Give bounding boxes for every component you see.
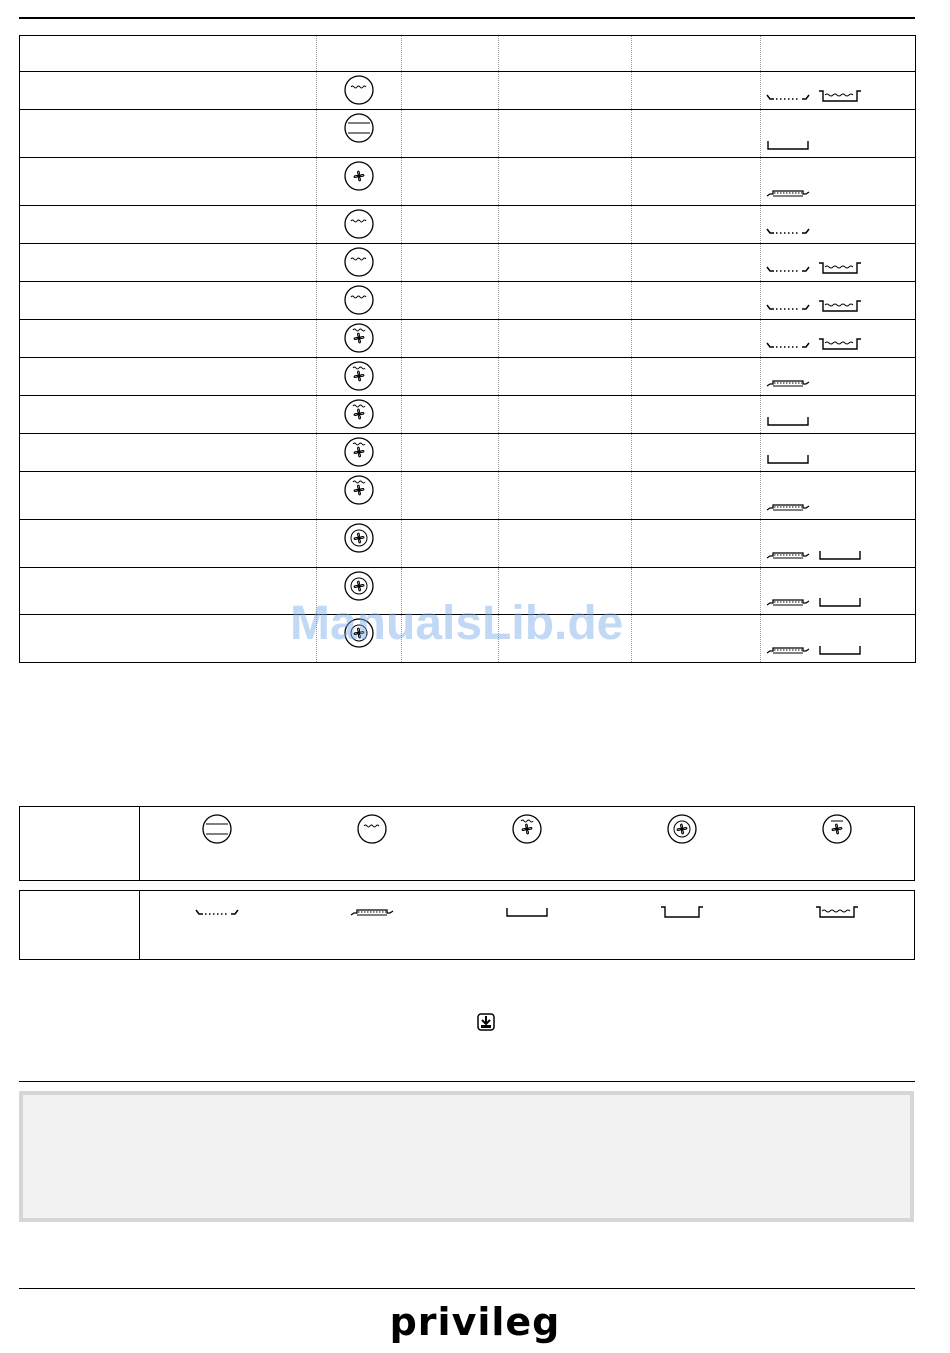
header-cell xyxy=(20,36,317,72)
table-cell xyxy=(632,72,761,110)
legend-item xyxy=(157,807,277,850)
baking-tray-icon xyxy=(504,905,550,922)
table-header-row xyxy=(20,36,916,72)
table-cell xyxy=(20,358,317,396)
grill-tray-icon xyxy=(765,549,811,564)
function-cell xyxy=(317,320,402,358)
footer-rule xyxy=(19,1288,915,1289)
function-cell xyxy=(317,158,402,206)
accessory-cell xyxy=(761,396,916,434)
function-cell xyxy=(317,110,402,158)
table-cell xyxy=(20,434,317,472)
table-cell xyxy=(632,358,761,396)
table-cell xyxy=(20,282,317,320)
table-cell xyxy=(402,396,499,434)
table-cell xyxy=(632,520,761,568)
baking-tray-icon xyxy=(817,596,863,611)
header-cell xyxy=(317,36,402,72)
header-cell xyxy=(402,36,499,72)
table-cell xyxy=(632,158,761,206)
function-legend-label xyxy=(20,807,140,880)
accessory-cell xyxy=(761,320,916,358)
legend-item xyxy=(622,807,742,850)
accessory-cell xyxy=(761,206,916,244)
function-cell xyxy=(317,282,402,320)
function-cell xyxy=(317,472,402,520)
table-cell xyxy=(20,158,317,206)
table-cell xyxy=(632,615,761,663)
grill-tray-icon xyxy=(765,187,811,202)
table-cell xyxy=(499,396,632,434)
wire-shelf-icon xyxy=(765,263,811,278)
table-cell xyxy=(632,110,761,158)
table-cell xyxy=(632,434,761,472)
accessory-cell xyxy=(761,358,916,396)
accessory-cell xyxy=(761,568,916,615)
tips-box xyxy=(19,1091,914,1222)
grill-tray-icon xyxy=(765,596,811,611)
table-cell xyxy=(402,72,499,110)
table-cell xyxy=(499,110,632,158)
accessory-cell xyxy=(761,158,916,206)
top-bottom-icon xyxy=(343,135,375,147)
table-cell xyxy=(632,396,761,434)
header-cell xyxy=(632,36,761,72)
legend-item xyxy=(467,891,587,923)
legend-item xyxy=(777,807,897,850)
table-cell xyxy=(402,472,499,520)
table-row xyxy=(20,472,916,520)
cooking-table xyxy=(19,35,916,663)
table-cell xyxy=(20,520,317,568)
table-row xyxy=(20,206,916,244)
header-cell xyxy=(499,36,632,72)
legend-item xyxy=(312,891,432,923)
fan-grill-icon xyxy=(343,459,375,471)
deep-tray-icon xyxy=(817,337,863,354)
table-cell xyxy=(499,472,632,520)
wire-shelf-icon xyxy=(765,225,811,240)
grill-tray-icon xyxy=(349,905,395,922)
fan-grill-icon xyxy=(343,421,375,433)
table-cell xyxy=(499,282,632,320)
conventional-icon xyxy=(343,269,375,281)
function-cell xyxy=(317,206,402,244)
baking-tray-icon xyxy=(765,453,811,468)
legend-item xyxy=(777,891,897,924)
table-cell xyxy=(632,472,761,520)
table-cell xyxy=(499,158,632,206)
table-cell xyxy=(499,358,632,396)
accessory-legend xyxy=(19,890,915,960)
table-cell xyxy=(402,320,499,358)
hot-air-icon xyxy=(343,545,375,557)
table-row xyxy=(20,282,916,320)
table-row xyxy=(20,520,916,568)
function-cell xyxy=(317,396,402,434)
table-cell xyxy=(402,206,499,244)
table-cell xyxy=(402,358,499,396)
wire-shelf-icon xyxy=(765,91,811,106)
wire-shelf-icon xyxy=(765,301,811,316)
table-cell xyxy=(20,320,317,358)
deep-tray-icon xyxy=(817,261,863,278)
table-row xyxy=(20,320,916,358)
table-row xyxy=(20,434,916,472)
table-row xyxy=(20,244,916,282)
function-cell xyxy=(317,72,402,110)
deep-tray-icon xyxy=(814,906,860,923)
function-cell xyxy=(317,244,402,282)
grill-tray-icon xyxy=(765,644,811,659)
baking-tray-icon xyxy=(817,549,863,564)
accessory-legend-label xyxy=(20,891,140,959)
table-cell xyxy=(20,244,317,282)
table-cell xyxy=(632,568,761,615)
function-legend xyxy=(19,806,915,881)
table-row xyxy=(20,158,916,206)
table-cell xyxy=(402,282,499,320)
conventional-icon xyxy=(343,231,375,243)
legend-item xyxy=(467,807,587,850)
table-cell xyxy=(632,320,761,358)
legend-item xyxy=(622,891,742,924)
conventional-icon xyxy=(343,97,375,109)
table-cell xyxy=(499,72,632,110)
table-cell xyxy=(402,244,499,282)
table-cell xyxy=(20,72,317,110)
table-cell xyxy=(20,615,317,663)
accessory-cell xyxy=(761,434,916,472)
table-cell xyxy=(402,158,499,206)
table-cell xyxy=(20,472,317,520)
table-row xyxy=(20,396,916,434)
top-rule xyxy=(19,17,915,19)
table-cell xyxy=(632,244,761,282)
header-cell xyxy=(761,36,916,72)
top-bottom-icon xyxy=(201,832,233,849)
deep-tray-icon xyxy=(817,89,863,106)
accessory-cell xyxy=(761,244,916,282)
fan-grill-icon xyxy=(343,383,375,395)
grill-tray-icon xyxy=(765,501,811,516)
hot-air-icon xyxy=(666,832,698,849)
accessory-cell xyxy=(761,472,916,520)
fan-grill-icon xyxy=(511,832,543,849)
function-legend-items xyxy=(140,807,914,880)
fan-grill-icon xyxy=(343,345,375,357)
accessory-cell xyxy=(761,110,916,158)
table-cell xyxy=(499,320,632,358)
download-icon xyxy=(477,1013,495,1036)
wire-shelf-icon xyxy=(194,905,240,922)
accessory-cell xyxy=(761,615,916,663)
table-cell xyxy=(499,244,632,282)
accessory-cell xyxy=(761,520,916,568)
table-cell xyxy=(20,396,317,434)
function-cell xyxy=(317,520,402,568)
table-row xyxy=(20,358,916,396)
brand-logo: privileg xyxy=(389,1300,561,1344)
table-cell xyxy=(632,206,761,244)
legend-item xyxy=(157,891,277,923)
table-cell xyxy=(20,206,317,244)
function-cell xyxy=(317,358,402,396)
fan-grill-icon xyxy=(343,497,375,509)
accessory-legend-items xyxy=(140,891,914,959)
drip-tray-icon xyxy=(659,906,705,923)
function-cell xyxy=(317,434,402,472)
deep-tray-icon xyxy=(817,299,863,316)
table-cell xyxy=(499,434,632,472)
table-cell xyxy=(20,568,317,615)
conventional-icon xyxy=(356,832,388,849)
fan-icon xyxy=(343,183,375,195)
watermark: ManualsLib.de xyxy=(290,597,624,650)
fan-top-icon xyxy=(821,832,853,849)
table-cell xyxy=(402,520,499,568)
accessory-cell xyxy=(761,282,916,320)
grill-tray-icon xyxy=(765,377,811,392)
table-cell xyxy=(499,206,632,244)
table-cell xyxy=(20,110,317,158)
baking-tray-icon xyxy=(765,139,811,154)
table-cell xyxy=(402,110,499,158)
table-cell xyxy=(632,282,761,320)
wire-shelf-icon xyxy=(765,339,811,354)
conventional-icon xyxy=(343,307,375,319)
legend-item xyxy=(312,807,432,850)
baking-tray-icon xyxy=(765,415,811,430)
table-row xyxy=(20,110,916,158)
table-row xyxy=(20,72,916,110)
tips-rule xyxy=(19,1081,915,1082)
accessory-cell xyxy=(761,72,916,110)
table-cell xyxy=(499,520,632,568)
baking-tray-icon xyxy=(817,644,863,659)
table-cell xyxy=(402,434,499,472)
